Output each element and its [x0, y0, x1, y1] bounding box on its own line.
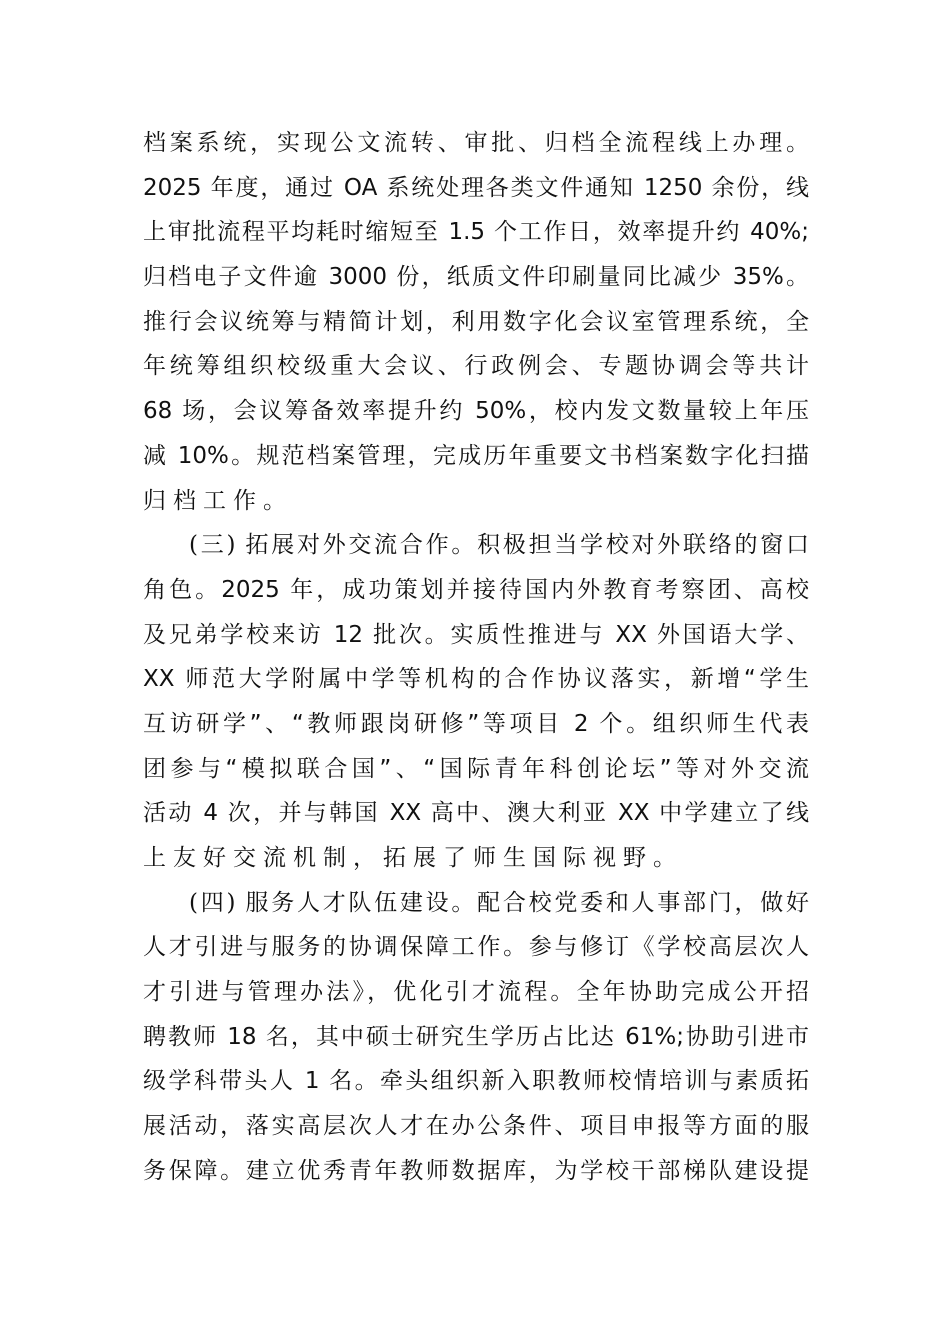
paragraph-line: 级学科带头人 1 名。牵头组织新入职教师校情培训与素质拓 — [143, 1068, 809, 1095]
paragraph-line: 人才引进与服务的协调保障工作。参与修订《学校高层次人 — [143, 934, 809, 961]
paragraph-line: 活动 4 次，并与韩国 XX 高中、澳大利亚 XX 中学建立了线 — [143, 800, 809, 827]
paragraph-text: 积极担当学校对外联络的窗口 — [477, 532, 809, 559]
paragraph-line: 年统筹组织校级重大会议、行政例会、专题协调会等共计 — [143, 353, 809, 380]
paragraph-line: 展活动，落实高层次人才在办公条件、项目申报等方面的服 — [143, 1113, 809, 1140]
paragraph-line: 务保障。建立优秀青年教师数据库，为学校干部梯队建设提 — [143, 1157, 809, 1184]
paragraph-line: 推行会议统筹与精简计划，利用数字化会议室管理系统，全 — [143, 308, 809, 335]
paragraph-line: 上友好交流机制，拓展了师生国际视野。 — [143, 845, 683, 871]
document-body — [143, 121, 809, 1194]
section-heading-line — [143, 881, 809, 926]
paragraph-line: 上审批流程平均耗时缩短至 1.5 个工作日，效率提升约 40%; — [143, 219, 809, 246]
paragraph-line: 角色。2025 年，成功策划并接待国内外教育考察团、高校 — [143, 576, 809, 603]
paragraph-line: 2025 年度，通过 OA 系统处理各类文件通知 1250 余份，线 — [143, 174, 809, 201]
paragraph-line: XX 师范大学附属中学等机构的合作协议落实，新增“学生 — [143, 666, 809, 693]
paragraph-line: 归档电子文件逾 3000 份，纸质文件印刷量同比减少 35%。 — [143, 264, 809, 291]
paragraph-line: 及兄弟学校来访 12 批次。实质性推进与 XX 外国语大学、 — [143, 621, 809, 648]
section-heading-3: (三) 拓展对外交流合作。 — [189, 532, 478, 559]
paragraph-line: 才引进与管理办法》，优化引才流程。全年协助完成公开招 — [143, 979, 809, 1006]
paragraph-line: 聘教师 18 名，其中硕士研究生学历占比达 61%;协助引进市 — [143, 1023, 809, 1050]
paragraph-text: 配合校党委和人事部门，做好 — [477, 889, 809, 916]
paragraph-line: 团参与“模拟联合国”、“国际青年科创论坛”等对外交流 — [143, 755, 809, 782]
paragraph-line: 减 10%。规范档案管理，完成历年重要文书档案数字化扫描 — [143, 442, 809, 469]
section-heading-4: (四) 服务人才队伍建设。 — [189, 889, 478, 916]
paragraph-line: 档案系统，实现公文流转、审批、归档全流程线上办理。 — [143, 130, 809, 156]
paragraph-line: 68 场，会议筹备效率提升约 50%，校内发文数量较上年压 — [143, 398, 809, 425]
section-heading-line — [143, 523, 809, 568]
paragraph-line: 互访研学”、“教师跟岗研修”等项目 2 个。组织师生代表 — [143, 710, 809, 737]
paragraph-line: 归档工作。 — [143, 487, 293, 514]
